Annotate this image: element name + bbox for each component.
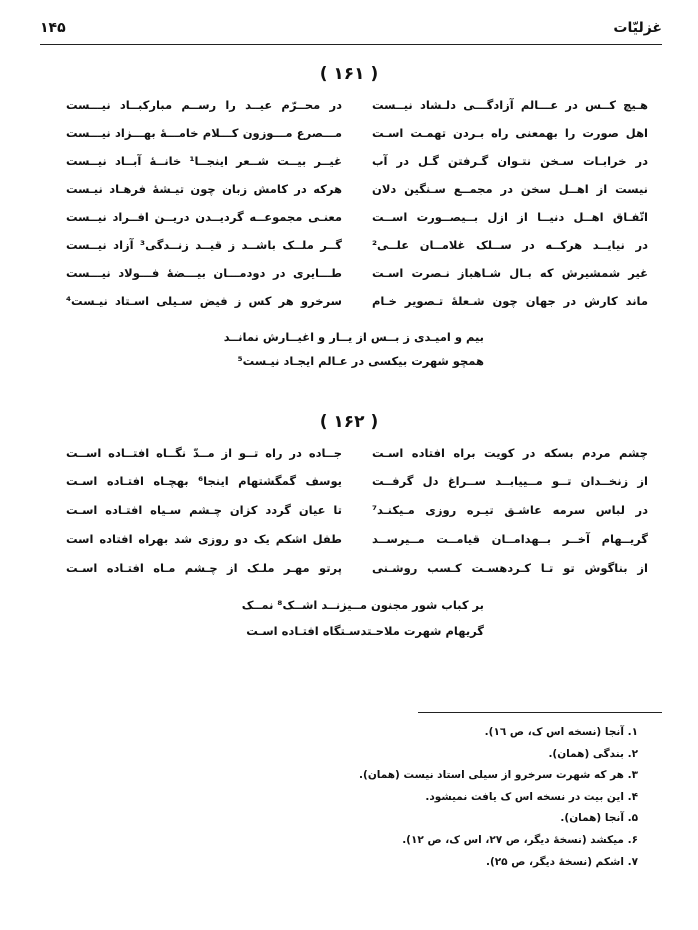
hemistich-first: اهل صورت را بهمعنی راه بـردن تهمـت اسـت xyxy=(372,126,648,140)
couplet xyxy=(66,561,648,587)
hemistich-second: هرکه در کامش زبان چون تیـشهٔ فرهـاد نیـست xyxy=(66,182,342,196)
hemistich-first: هـیچ کــس در عـــالم آزادگـــی دلـشاد نیــست xyxy=(372,98,648,112)
hemistich-second: تا عیان گردد کزان چـشم سـیاه افتـاده اسـت xyxy=(66,503,342,517)
hemistich-second: مـــصرع مـــوزون کـــلام خامـــهٔ بهـــزاد نیـــست xyxy=(66,126,342,140)
couplet xyxy=(66,238,648,264)
footnote: ۱. آنجا (نسخه اس ک، ص ١٦). xyxy=(484,726,638,738)
footnote: ۴. این بیت در نسخه اس ک یافت نمیشود. xyxy=(425,790,638,803)
hemistich-second: گــر ملــک باشــد ز قیــد زنــدگی³ آزاد نیــست xyxy=(66,238,342,252)
hemistich-first: در نیایــد هرکــه در ســلک غلامــان علــی² xyxy=(372,238,648,252)
couplet xyxy=(66,446,648,472)
hemistich-first: گریــهام آخــر بــهدامــان قیامــت مــیرســد xyxy=(372,532,648,546)
couplet xyxy=(66,126,648,152)
closing-line xyxy=(0,350,698,369)
page-number: ۱۴۵ xyxy=(40,20,66,36)
footnote: ۲. بندگی (همان). xyxy=(548,747,638,760)
footnote: ۶. میکشد (نسخهٔ دیگر، ص ۲۷، اس ک، ص ۱۲). xyxy=(402,833,638,846)
hemistich-first: چشم مردم بسکه در کویت براه افتاده اسـت xyxy=(372,446,648,460)
hemistich-second: غیــر بیــت شــعر اینجــا¹ خانــهٔ آبــاد نیــست xyxy=(66,154,342,168)
hemistich-second: سرخرو هر کس ز فیض سـیلی اسـتاد نیـست⁴ xyxy=(66,294,342,308)
couplet xyxy=(66,210,648,236)
header-rule xyxy=(40,44,662,45)
closing-line xyxy=(0,594,698,613)
hemistich-first: ماند کارش در جهان چون شـعلهٔ تـصویر خـام xyxy=(372,294,648,308)
page-header xyxy=(40,20,662,42)
footnote: ۷. اشکم (نسخهٔ دیگر، ص ۲۵). xyxy=(485,855,638,868)
couplet xyxy=(66,154,648,180)
closing-hemistich-first: بیم و امیـدی ز بــس از یــار و اغیــارش نمانــد xyxy=(223,330,484,344)
closing-hemistich-first: بر کباب شور مجنون مــیزنــد اشــک⁸ نمــک xyxy=(241,598,484,612)
closing-line xyxy=(0,620,698,639)
running-title: غزلیّات xyxy=(613,20,662,36)
hemistich-second: در محــرّم عیــد را رســم مبارکبــاد نیـــست xyxy=(66,98,342,112)
poem-number: ( ۱۶۱ ) xyxy=(319,64,379,84)
hemistich-second: معنـی مجموعــه گردیــدن دریــن افــراد نیــست xyxy=(66,210,342,224)
couplet xyxy=(66,266,648,292)
couplet xyxy=(66,474,648,500)
footnotes xyxy=(78,722,638,873)
poem-number: ( ۱۶۲ ) xyxy=(319,412,379,432)
hemistich-second: یوسف گمگشتهام اینجا⁶ بهچـاه افتـاده اسـت xyxy=(66,474,343,488)
couplet xyxy=(66,182,648,208)
hemistich-first: از زنخــدان تــو مــییابــد ســراغ دل گرفــت xyxy=(372,474,648,488)
closing-hemistich-second: همچو شهرت بیکسی در عـالم ایجـاد نیـست⁵ xyxy=(237,354,484,368)
closing-line xyxy=(0,326,698,345)
hemistich-first: نیست از اهــل سخن در مجمــع سـنگین دلان xyxy=(372,182,648,196)
hemistich-first: در خرابـات سـخن نتـوان گـرفتن گـل در آب xyxy=(372,154,648,168)
footnote: ۵. آنجا (همان). xyxy=(560,812,638,825)
footnote-rule xyxy=(418,712,662,713)
couplet xyxy=(66,98,648,124)
hemistich-second: پرتو مهـر ملـک از چـشم مـاه افتـاده اسـت xyxy=(66,561,342,575)
couplet xyxy=(66,294,648,320)
couplet xyxy=(66,532,648,558)
footnote: ۳. هر که شهرت سرخرو از سیلی استاد نیست (همان). xyxy=(359,769,638,782)
hemistich-second: جــاده در راه تــو از مــدّ نگــاه افتــاده اســت xyxy=(66,446,342,460)
hemistich-first: اتّفـاق اهــل دنیــا از ازل بــیصــورت اســت xyxy=(372,210,648,224)
hemistich-first: غیر شمشیرش که بـال شـاهباز نـصرت اسـت xyxy=(372,266,648,280)
hemistich-first: از بناگوش تو تـا کـردهسـت کـسب روشـنی xyxy=(372,561,648,575)
couplet xyxy=(66,503,648,529)
hemistich-first: در لباس سرمه عاشـق تیـره روزی مـیکنـد⁷ xyxy=(372,503,648,517)
hemistich-second: طـــایری در دودمـــان بیـــضهٔ فـــولاد نیـــست xyxy=(66,266,342,280)
closing-hemistich-second: گریهام شهرت ملاحـتدسـتگاه افتـاده اسـت xyxy=(246,624,484,638)
hemistich-second: طفل اشکم یک دو روزی شد بهراه افتاده است xyxy=(66,532,342,546)
